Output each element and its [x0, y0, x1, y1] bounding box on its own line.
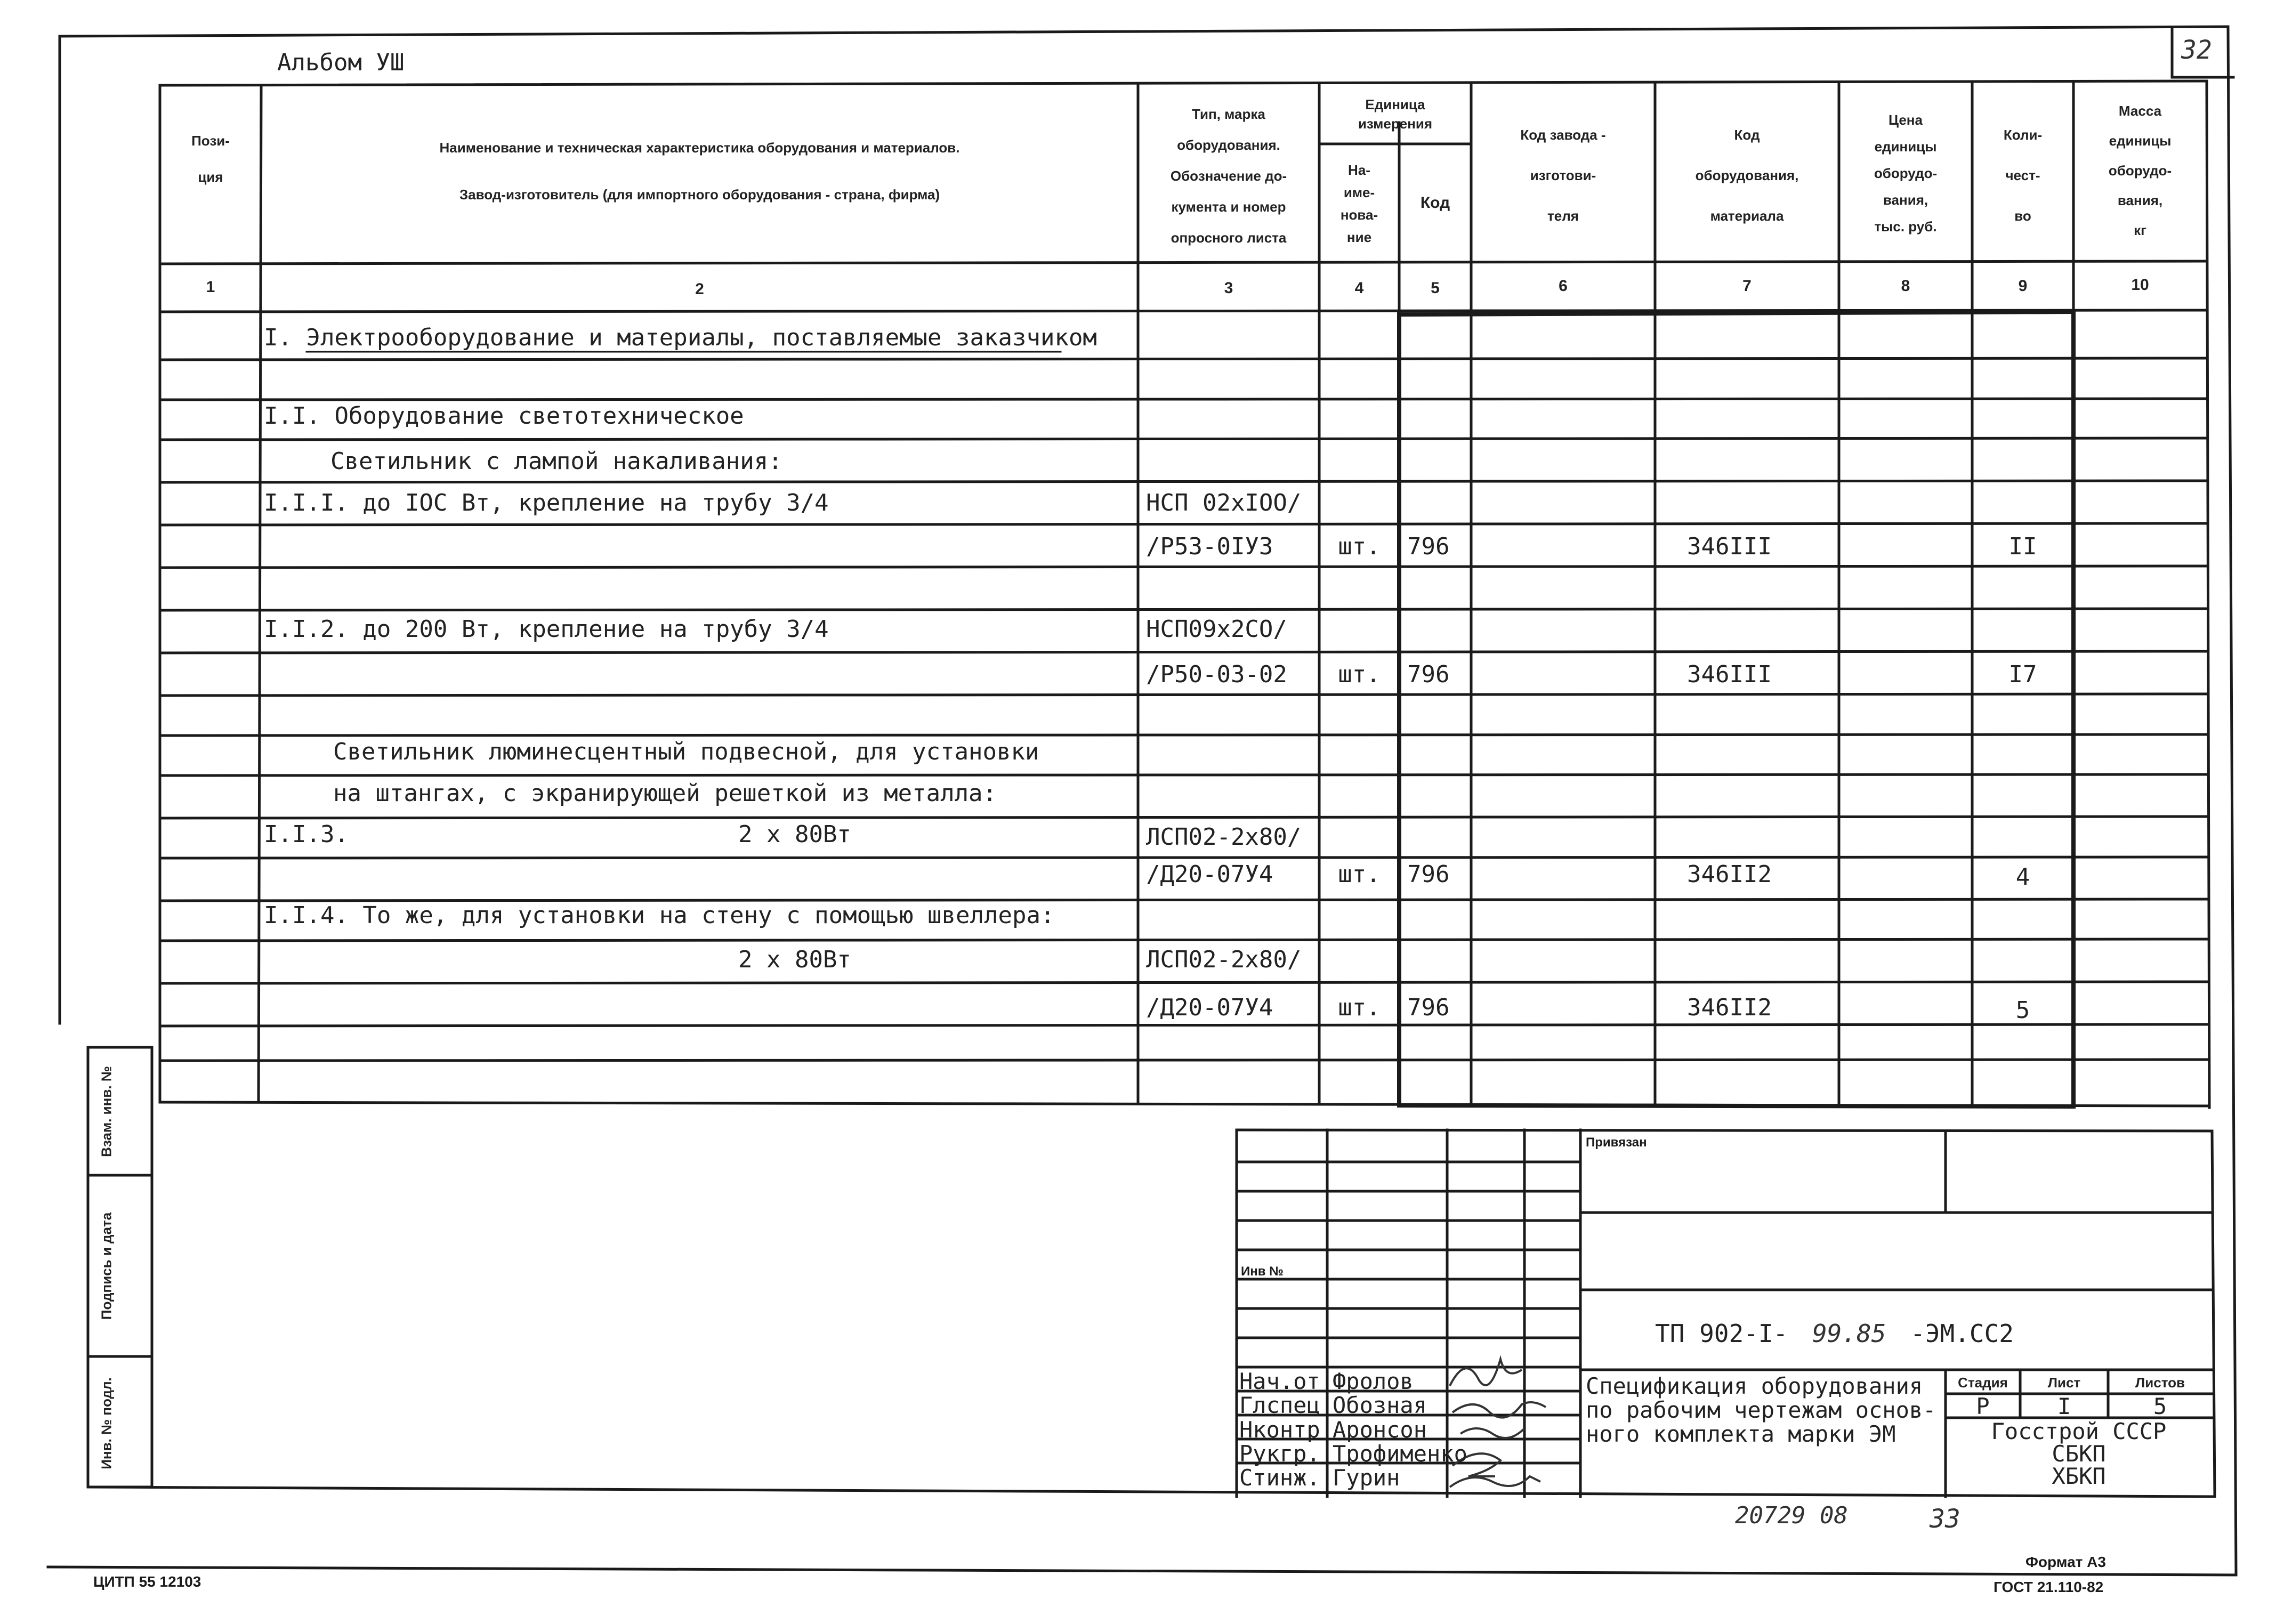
col-header-type-line: Тип, марка — [1192, 106, 1265, 122]
item-equip-code: 346II2 — [1687, 994, 1772, 1021]
sheets-value: 5 — [2153, 1393, 2167, 1419]
col-header-unit-name-line: На- — [1348, 162, 1370, 178]
item-name: I.I.I. до IOC Вт, крепление на трубу 3/4 — [264, 489, 829, 516]
col-header-type-line: Обозначение до- — [1170, 168, 1287, 184]
col-number: 4 — [1354, 279, 1364, 297]
item-qty: 5 — [2015, 997, 2030, 1024]
col-header-name — [261, 138, 1138, 205]
col-header-price-line: единицы — [1874, 139, 1937, 155]
col-header-price-line: оборудо- — [1874, 165, 1938, 181]
col-number: 2 — [695, 280, 704, 298]
document-code-prefix: ТП 902-I- — [1655, 1319, 1788, 1348]
organization-line: СБКП — [2052, 1441, 2106, 1467]
col-header-mass-line: единицы — [2109, 133, 2172, 149]
col-header-equip-code-line: оборудования, — [1695, 167, 1799, 183]
col-header-price — [1839, 107, 1972, 240]
item-unit: шт. — [1338, 661, 1381, 688]
col-header-unit-line: измерения — [1358, 116, 1433, 132]
organization-line: Госстрой СССР — [1991, 1418, 2167, 1444]
group-heading: Светильник люминесцентный подвесной, для установки — [333, 738, 1039, 765]
album-label: Альбом УШ — [277, 49, 405, 76]
signer-role: Нач.от — [1239, 1368, 1320, 1394]
item-unit-code: 796 — [1407, 661, 1450, 688]
col-header-equip-code — [1655, 115, 1839, 236]
group-heading: на штангах, с экранирующей решеткой из металла: — [333, 780, 997, 807]
item-unit-code: 796 — [1407, 861, 1450, 888]
stage-label: Стадия — [1958, 1375, 2008, 1391]
stamp-signature-date: Подпись и дата — [98, 1212, 115, 1320]
organization-line: ХБКП — [2052, 1463, 2106, 1489]
col-number: 5 — [1431, 279, 1440, 297]
item-type: /Д20-07У4 — [1146, 861, 1273, 888]
item-type: ЛСП02-2x80/ — [1146, 946, 1302, 973]
item-type: /Р53-0IУ3 — [1146, 533, 1273, 560]
col-header-price-line: Цена — [1889, 112, 1923, 128]
document-code-number: 99.85 — [1812, 1319, 1886, 1348]
col-header-unit-name-line: ние — [1346, 229, 1372, 245]
col-header-unit — [1319, 95, 1471, 133]
format-label: Формат А3 — [2025, 1554, 2106, 1570]
item-name: I.I.3. — [264, 821, 349, 848]
signer-name: Аронсон — [1333, 1417, 1427, 1443]
item-qty: 4 — [2015, 863, 2030, 891]
item-name: I.I.4. То же, для установки на стену с помощью швеллера: — [264, 902, 1055, 929]
group-heading: Светильник с лампой накаливания: — [330, 448, 782, 475]
col-header-mass-line: вания, — [2117, 192, 2163, 208]
item-qty: II — [2008, 533, 2037, 560]
document-title — [1586, 1374, 1936, 1446]
col-header-type-line: оборудования. — [1177, 137, 1280, 153]
col-header-type — [1138, 99, 1319, 253]
signer-role: Стинж. — [1239, 1465, 1320, 1491]
inventory-label: Инв № — [1241, 1264, 1284, 1279]
col-header-equip-code-line: Код — [1734, 127, 1760, 143]
document-title-line: по рабочим чертежам основ- — [1586, 1397, 1936, 1423]
col-header-type-line: опросного листа — [1171, 230, 1287, 246]
sheet-value: I — [2057, 1393, 2071, 1419]
col-header-type-line: кумента и номер — [1171, 199, 1286, 215]
item-equip-code: 346II2 — [1687, 861, 1772, 888]
item-unit-code: 796 — [1407, 994, 1450, 1021]
col-header-unit-name-line: нова- — [1340, 207, 1378, 223]
sheet-label: Лист — [2047, 1375, 2081, 1391]
item-spec: 2 x 80Вт — [738, 946, 851, 973]
col-number: 3 — [1224, 279, 1233, 297]
col-header-position-line: ция — [198, 169, 223, 185]
col-header-maker-code-line: теля — [1547, 208, 1579, 224]
gost-label: ГОСТ 21.110-82 — [1994, 1579, 2104, 1595]
signer-name: Гурин — [1333, 1465, 1400, 1491]
col-header-unit-name-line: име- — [1343, 184, 1375, 200]
archive-number: 20729 08 — [1735, 1502, 1848, 1529]
col-header-qty — [1972, 115, 2073, 236]
item-type: ЛСП02-2x80/ — [1146, 823, 1302, 851]
col-header-mass-line: оборудо- — [2108, 163, 2172, 179]
sheet-number: 32 — [2181, 35, 2212, 65]
item-type: /Р50-03-02 — [1146, 661, 1287, 688]
linked-label: Привязан — [1586, 1135, 1647, 1150]
col-header-qty-line: чест- — [2005, 167, 2040, 183]
item-type: НСП 02xIOO/ — [1146, 489, 1302, 516]
item-spec: 2 x 80Вт — [738, 821, 851, 848]
section-heading: I. Электрооборудование и материалы, поставляемые заказчиком — [264, 324, 1097, 351]
col-header-mass-line: кг — [2134, 222, 2146, 238]
signer-role: Глспец — [1239, 1392, 1320, 1418]
signer-role: Рукгр. — [1239, 1441, 1320, 1467]
col-header-price-line: тыс. руб. — [1874, 219, 1937, 235]
document-code — [1655, 1319, 2014, 1348]
col-header-unit-name — [1319, 159, 1399, 248]
cipp-stamp: ЦИТП 55 12103 — [93, 1573, 201, 1590]
col-number: 7 — [1742, 277, 1752, 295]
col-header-unit-code: Код — [1420, 194, 1450, 212]
item-unit: шт. — [1338, 861, 1381, 888]
col-number: 1 — [206, 278, 215, 296]
col-header-mass — [2073, 96, 2207, 245]
item-unit-code: 796 — [1407, 533, 1450, 560]
col-header-name-line: Наименование и техническая характеристика оборудования и материалов. — [439, 140, 960, 156]
item-qty: I7 — [2008, 661, 2037, 688]
signer-name: Трофименко — [1333, 1441, 1467, 1467]
organization — [1946, 1420, 2212, 1488]
document-title-line: Спецификация оборудования — [1586, 1373, 1923, 1399]
stage-value: Р — [1976, 1393, 1990, 1419]
document-title-line: ного комплекта марки ЭМ — [1586, 1421, 1896, 1447]
item-unit: шт. — [1338, 533, 1381, 560]
col-header-position — [160, 131, 261, 187]
col-header-maker-code-line: Код завода - — [1520, 127, 1606, 143]
page-number: 33 — [1930, 1504, 1960, 1534]
col-header-price-line: вания, — [1883, 192, 1928, 208]
col-header-qty-line: Коли- — [2003, 127, 2043, 143]
col-header-maker-code-line: изготови- — [1530, 167, 1596, 183]
item-name: I.I.2. до 200 Вт, крепление на трубу 3/4 — [264, 616, 829, 643]
col-header-qty-line: во — [2014, 208, 2031, 224]
col-header-maker-code — [1471, 115, 1655, 236]
sheets-label: Листов — [2135, 1375, 2185, 1391]
item-unit: шт. — [1338, 994, 1381, 1021]
signer-name: Фролов — [1333, 1368, 1414, 1394]
col-number: 6 — [1559, 277, 1568, 295]
signer-name: Обозная — [1333, 1392, 1427, 1418]
stamp-original-inv: Инв. № подл. — [98, 1377, 115, 1469]
document-code-suffix: -ЭМ.СС2 — [1910, 1319, 2014, 1348]
signer-role: Нконтр — [1239, 1417, 1320, 1443]
item-equip-code: 346III — [1687, 661, 1772, 688]
stamp-replaces-inv: Взам. инв. № — [98, 1066, 115, 1157]
subsection-heading: I.I. Оборудование светотехническое — [264, 402, 744, 430]
col-header-name-line: Завод-изготовитель (для импортного оборудования - страна, фирма) — [459, 187, 940, 203]
col-header-mass-line: Масса — [2118, 103, 2162, 119]
col-header-unit-line: Единица — [1365, 96, 1425, 112]
item-equip-code: 346III — [1687, 533, 1772, 560]
col-number: 9 — [2018, 277, 2028, 295]
col-header-equip-code-line: материала — [1710, 208, 1784, 224]
col-number: 10 — [2131, 276, 2149, 294]
item-type: /Д20-07У4 — [1146, 994, 1273, 1021]
col-number: 8 — [1901, 277, 1910, 295]
col-header-position-line: Пози- — [191, 133, 230, 149]
item-type: НСП09x2CO/ — [1146, 616, 1287, 643]
